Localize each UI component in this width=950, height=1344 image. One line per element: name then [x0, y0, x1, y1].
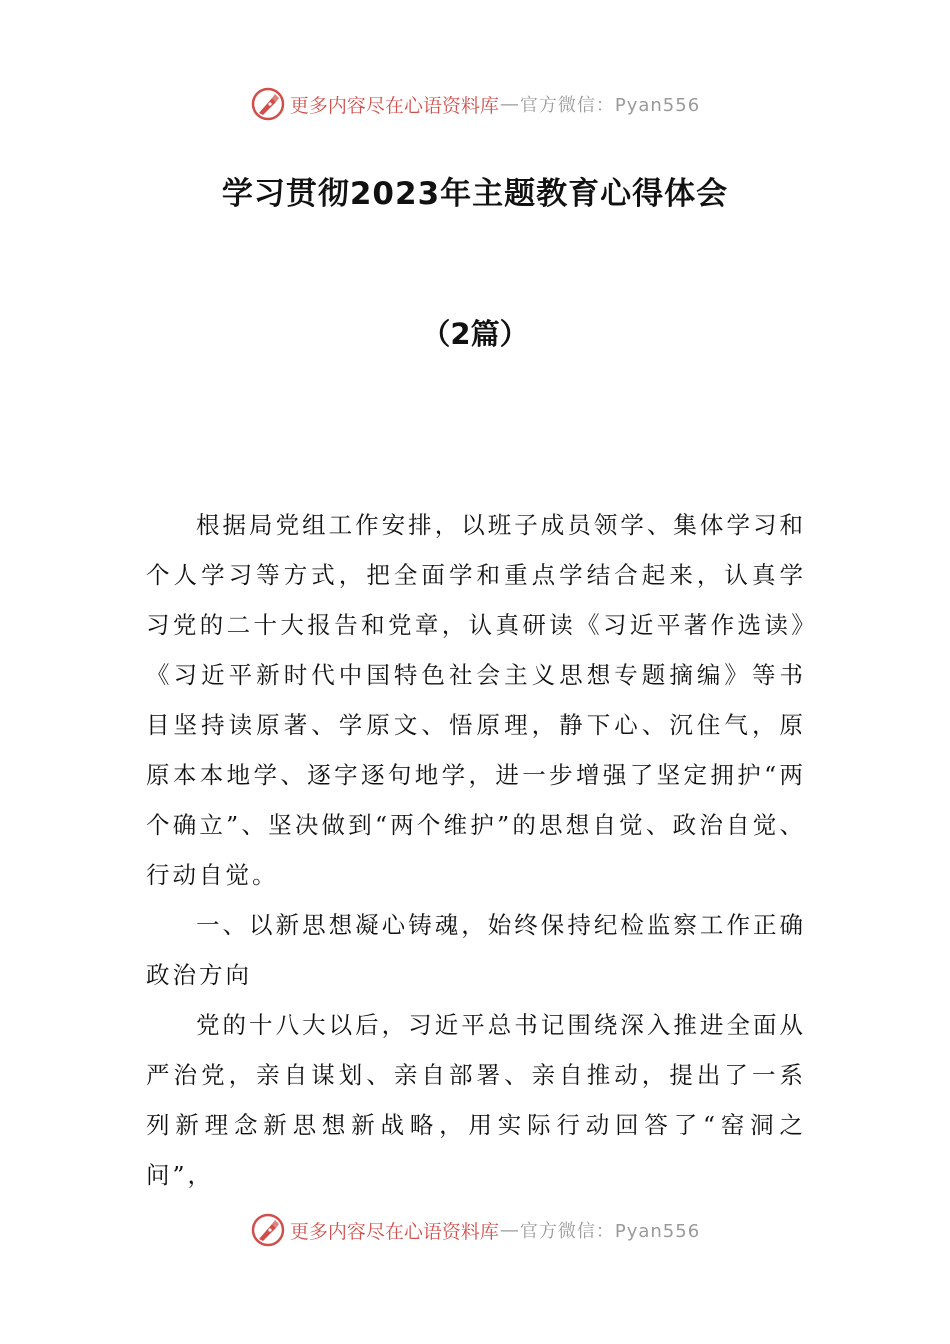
document-body — [146, 500, 806, 1200]
pen-nib-circle-icon — [250, 86, 286, 122]
watermark-site-text: 更多内容尽在心语资料库 — [289, 1220, 499, 1243]
footer-watermark — [0, 1210, 950, 1250]
body-paragraph: 根据局党组工作安排，以班子成员领学、集体学习和个人学习等方式，把全面学和重点学结合起来，认真学习党的二十大报告和党章，认真研读《习近平著作选读》《习近平新时代中国特色社会主义思想专题摘编》等书目坚持读原著、学原文、悟原理，静下心、沉住气，原原本本地学、逐字逐句地学，进一步增强了坚定拥护“两个确立”、坚决做到“两个维护”的思想自觉、政治自觉、行动自觉。 — [146, 511, 806, 889]
watermark-dash: — — [499, 93, 519, 115]
document-title: 学习贯彻2023年主题教育心得体会 — [221, 176, 729, 212]
watermark-contact: 官方微信：Pyan556 — [519, 1221, 701, 1242]
watermark-site-text: 更多内容尽在心语资料库 — [289, 94, 499, 117]
header-watermark — [0, 84, 950, 124]
document-subtitle: （2篇） — [421, 317, 529, 351]
watermark-contact: 官方微信：Pyan556 — [519, 95, 701, 116]
section-heading: 一、以新思想凝心铸魂，始终保持纪检监察工作正确政治方向 — [146, 911, 806, 989]
watermark-dash: — — [499, 1219, 519, 1241]
pen-nib-circle-icon — [250, 1212, 286, 1248]
body-paragraph: 党的十八大以后，习近平总书记围绕深入推进全面从严治党，亲自谋划、亲自部署、亲自推动，提出了一系列新理念新思想新战略，用实际行动回答了“窑洞之问”， — [146, 1011, 806, 1189]
